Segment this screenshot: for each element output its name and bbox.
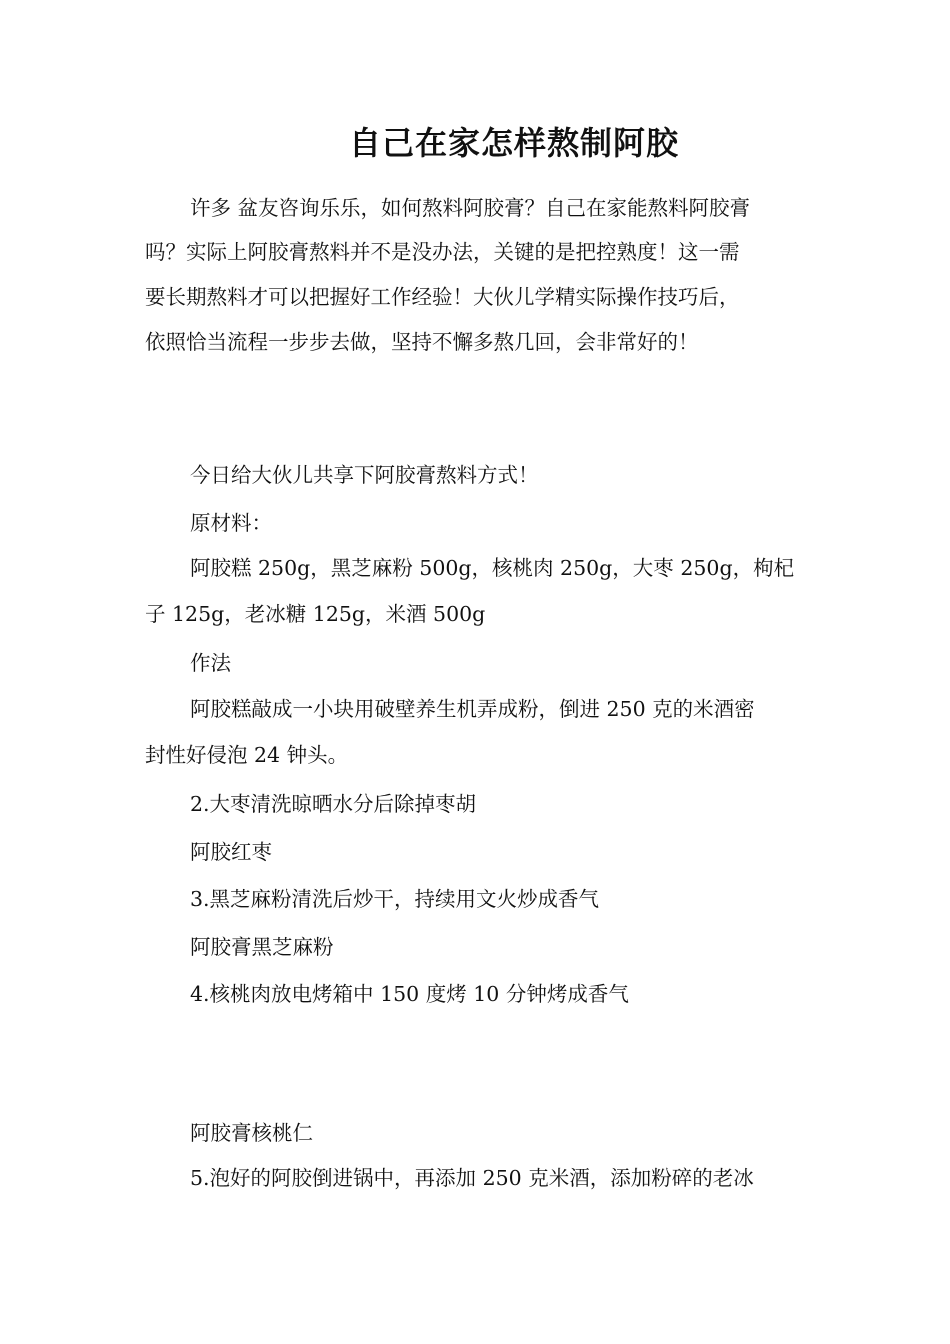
caption-sesame: 阿胶膏黑芝麻粉 <box>190 935 334 959</box>
method-heading: 作法 <box>190 651 231 675</box>
step-1-line-1: 阿胶糕敲成一小块用破壁养生机弄成粉，倒进 250 克的米酒密 <box>190 697 755 721</box>
caption-red-dates: 阿胶红枣 <box>190 840 272 864</box>
caption-walnut: 阿胶膏核桃仁 <box>190 1121 313 1145</box>
step-2: 2.大枣清洗晾晒水分后除掉枣胡 <box>190 792 477 816</box>
step-3: 3.黑芝麻粉清洗后炒干，持续用文火炒成香气 <box>190 887 600 911</box>
materials-line-1: 阿胶糕 250g，黑芝麻粉 500g，核桃肉 250g，大枣 250g，枸杞 <box>190 556 795 580</box>
step-5: 5.泡好的阿胶倒进锅中，再添加 250 克米酒，添加粉碎的老冰 <box>190 1166 754 1190</box>
intro-line-3: 要长期熬料才可以把握好工作经验！大伙儿学精实际操作技巧后， <box>145 285 740 309</box>
materials-heading: 原材料： <box>190 511 272 535</box>
step-1-line-2: 封性好侵泡 24 钟头。 <box>145 743 349 767</box>
intro-line-2: 吗？实际上阿胶膏熬料并不是没办法，关键的是把控熟度！这一需 <box>145 240 740 264</box>
materials-line-2: 子 125g，老冰糖 125g，米酒 500g <box>145 602 486 626</box>
step-4: 4.核桃肉放电烤箱中 150 度烤 10 分钟烤成香气 <box>190 982 629 1006</box>
intro-line-1: 许多 盆友咨询乐乐，如何熬料阿胶膏？自己在家能熬料阿胶膏 <box>190 196 751 220</box>
intro-line-4: 依照恰当流程一步步去做，坚持不懈多熬几回，会非常好的！ <box>145 330 699 354</box>
page-title: 自己在家怎样熬制阿胶 <box>348 124 679 162</box>
share-line: 今日给大伙儿共享下阿胶膏熬料方式！ <box>190 463 539 487</box>
